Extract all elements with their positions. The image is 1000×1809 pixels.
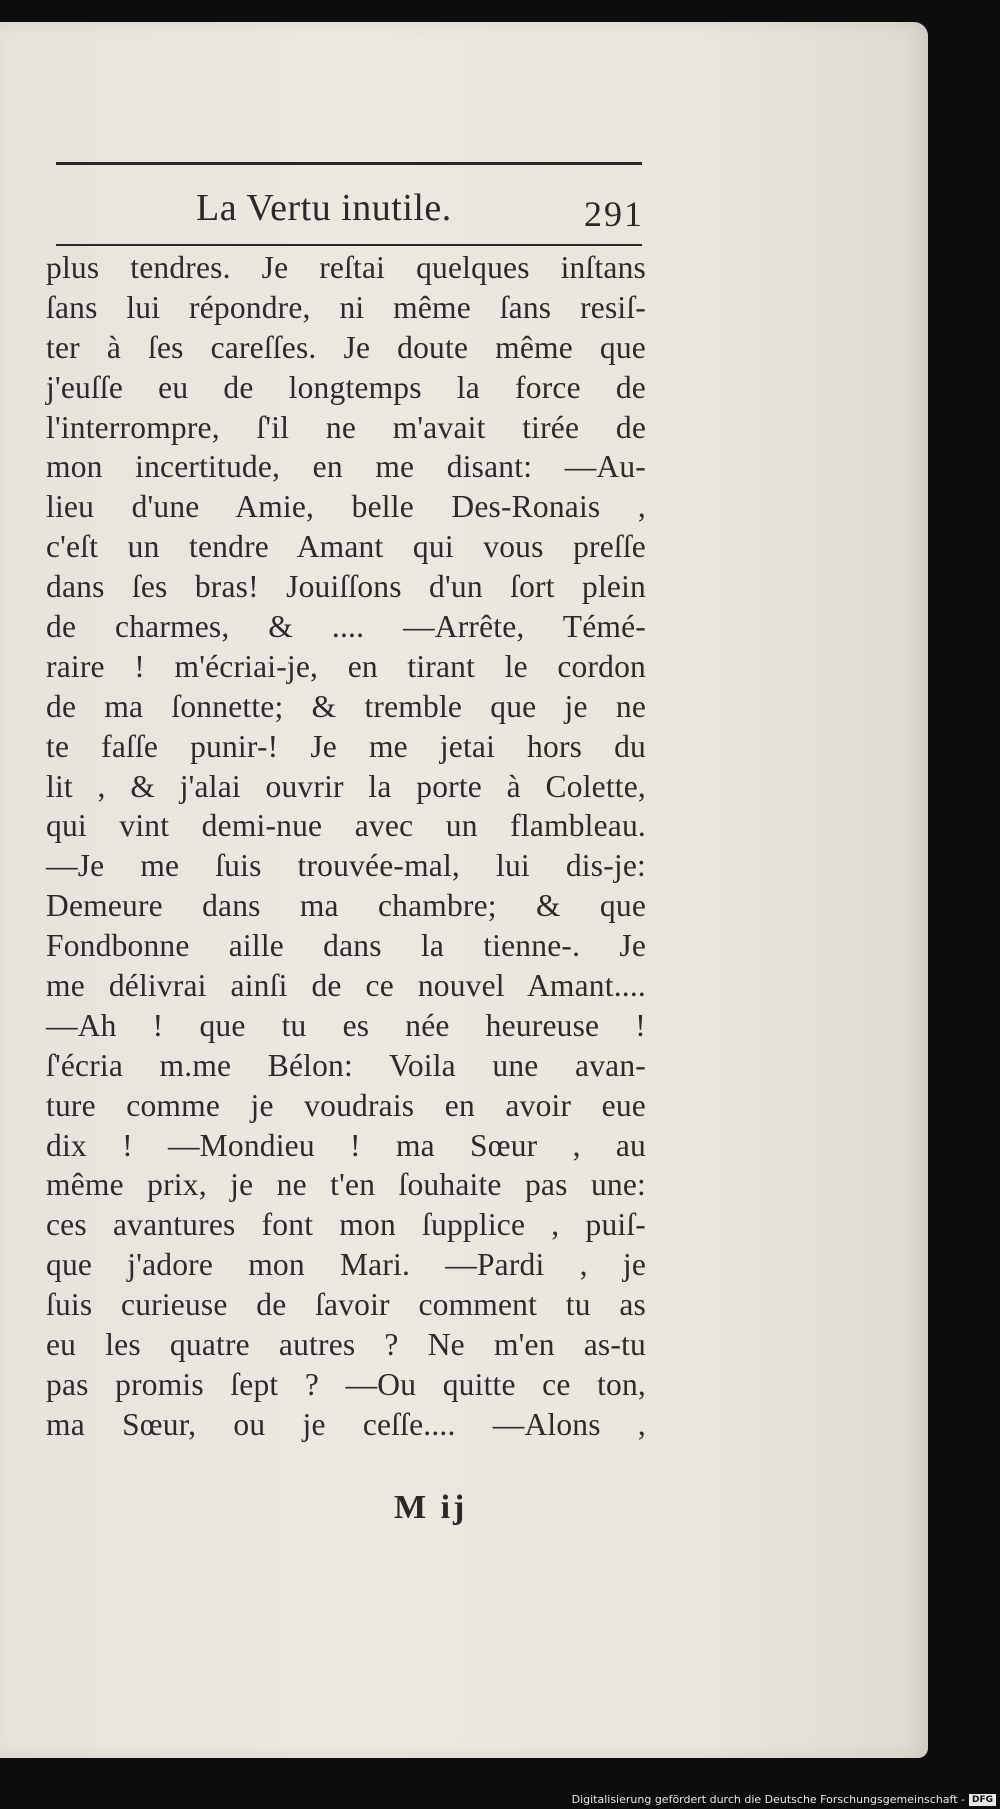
- text-line: que j'adore mon Mari. —Pardi , je: [46, 1247, 646, 1283]
- text-line: ter à ſes careſſes. Je doute même que: [46, 329, 646, 365]
- text-line: ces avantures font mon ſupplice , puiſ-: [46, 1207, 646, 1243]
- text-line: dix ! —Mondieu ! ma Sœur , au: [46, 1127, 646, 1163]
- text-line: Fondbonne aille dans la tienne-. Je: [46, 928, 646, 964]
- signature-mark: M ij: [394, 1489, 468, 1526]
- text-line: j'euſſe eu de longtemps la force de: [46, 369, 646, 405]
- text-line: pas promis ſept ? —Ou quitte ce ton,: [46, 1366, 646, 1402]
- text-line: lieu d'une Amie, belle Des-Ronais ,: [46, 489, 646, 525]
- text-line: de ma ſonnette; & tremble que je ne: [46, 688, 646, 724]
- text-line: mon incertitude, en me disant: —Au-: [46, 449, 646, 485]
- text-line: ture comme je voudrais en avoir eue: [46, 1087, 646, 1123]
- text-line: Demeure dans ma chambre; & que: [46, 888, 646, 924]
- text-line: l'interrompre, ſ'il ne m'avait tirée de: [46, 409, 646, 445]
- text-line: —Je me ſuis trouvée-mal, lui dis-je:: [46, 848, 646, 884]
- text-line: même prix, je ne t'en ſouhaite pas une:: [46, 1167, 646, 1203]
- text-line: eu les quatre autres ? Ne m'en as-tu: [46, 1327, 646, 1363]
- dfg-logo: DFG: [969, 1794, 996, 1806]
- text-line: me délivrai ainſi de ce nouvel Amant....: [46, 968, 646, 1004]
- text-line: lit , & j'alai ouvrir la porte à Colette,: [46, 768, 646, 804]
- text-line: c'eſt un tendre Amant qui vous preſſe: [46, 529, 646, 565]
- page-number: 291: [584, 194, 644, 234]
- text-line: qui vint demi-nue avec un flambleau.: [46, 808, 646, 844]
- running-head: La Vertu inutile.: [196, 187, 452, 229]
- header-rule-top: [56, 162, 642, 165]
- text-line: ſuis curieuse de ſavoir comment tu as: [46, 1287, 646, 1323]
- text-line: te faſſe punir-! Je me jetai hors du: [46, 728, 646, 764]
- body-text: [46, 248, 646, 1445]
- text-line: ma Sœur, ou je ceſſe.... —Alons ,: [46, 1406, 646, 1442]
- text-line: de charmes, & .... —Arrête, Témé-: [46, 609, 646, 645]
- funding-credit-text: Digitalisierung gefördert durch die Deutsche Forschungsgemeinschaft -: [571, 1793, 965, 1806]
- text-line: dans ſes bras! Jouiſſons d'un ſort plein: [46, 569, 646, 605]
- text-line: —Ah ! que tu es née heureuse !: [46, 1007, 646, 1043]
- book-page: [0, 22, 928, 1758]
- text-line: ſans lui répondre, ni même ſans resiſ-: [46, 289, 646, 325]
- text-line: ſ'écria m.me Bélon: Voila une avan-: [46, 1047, 646, 1083]
- header-rule-bottom: [56, 244, 642, 246]
- text-line: raire ! m'écriai-je, en tirant le cordon: [46, 648, 646, 684]
- text-line: plus tendres. Je reſtai quelques inſtans: [46, 250, 646, 285]
- digitization-credit-bar: [0, 1791, 1000, 1809]
